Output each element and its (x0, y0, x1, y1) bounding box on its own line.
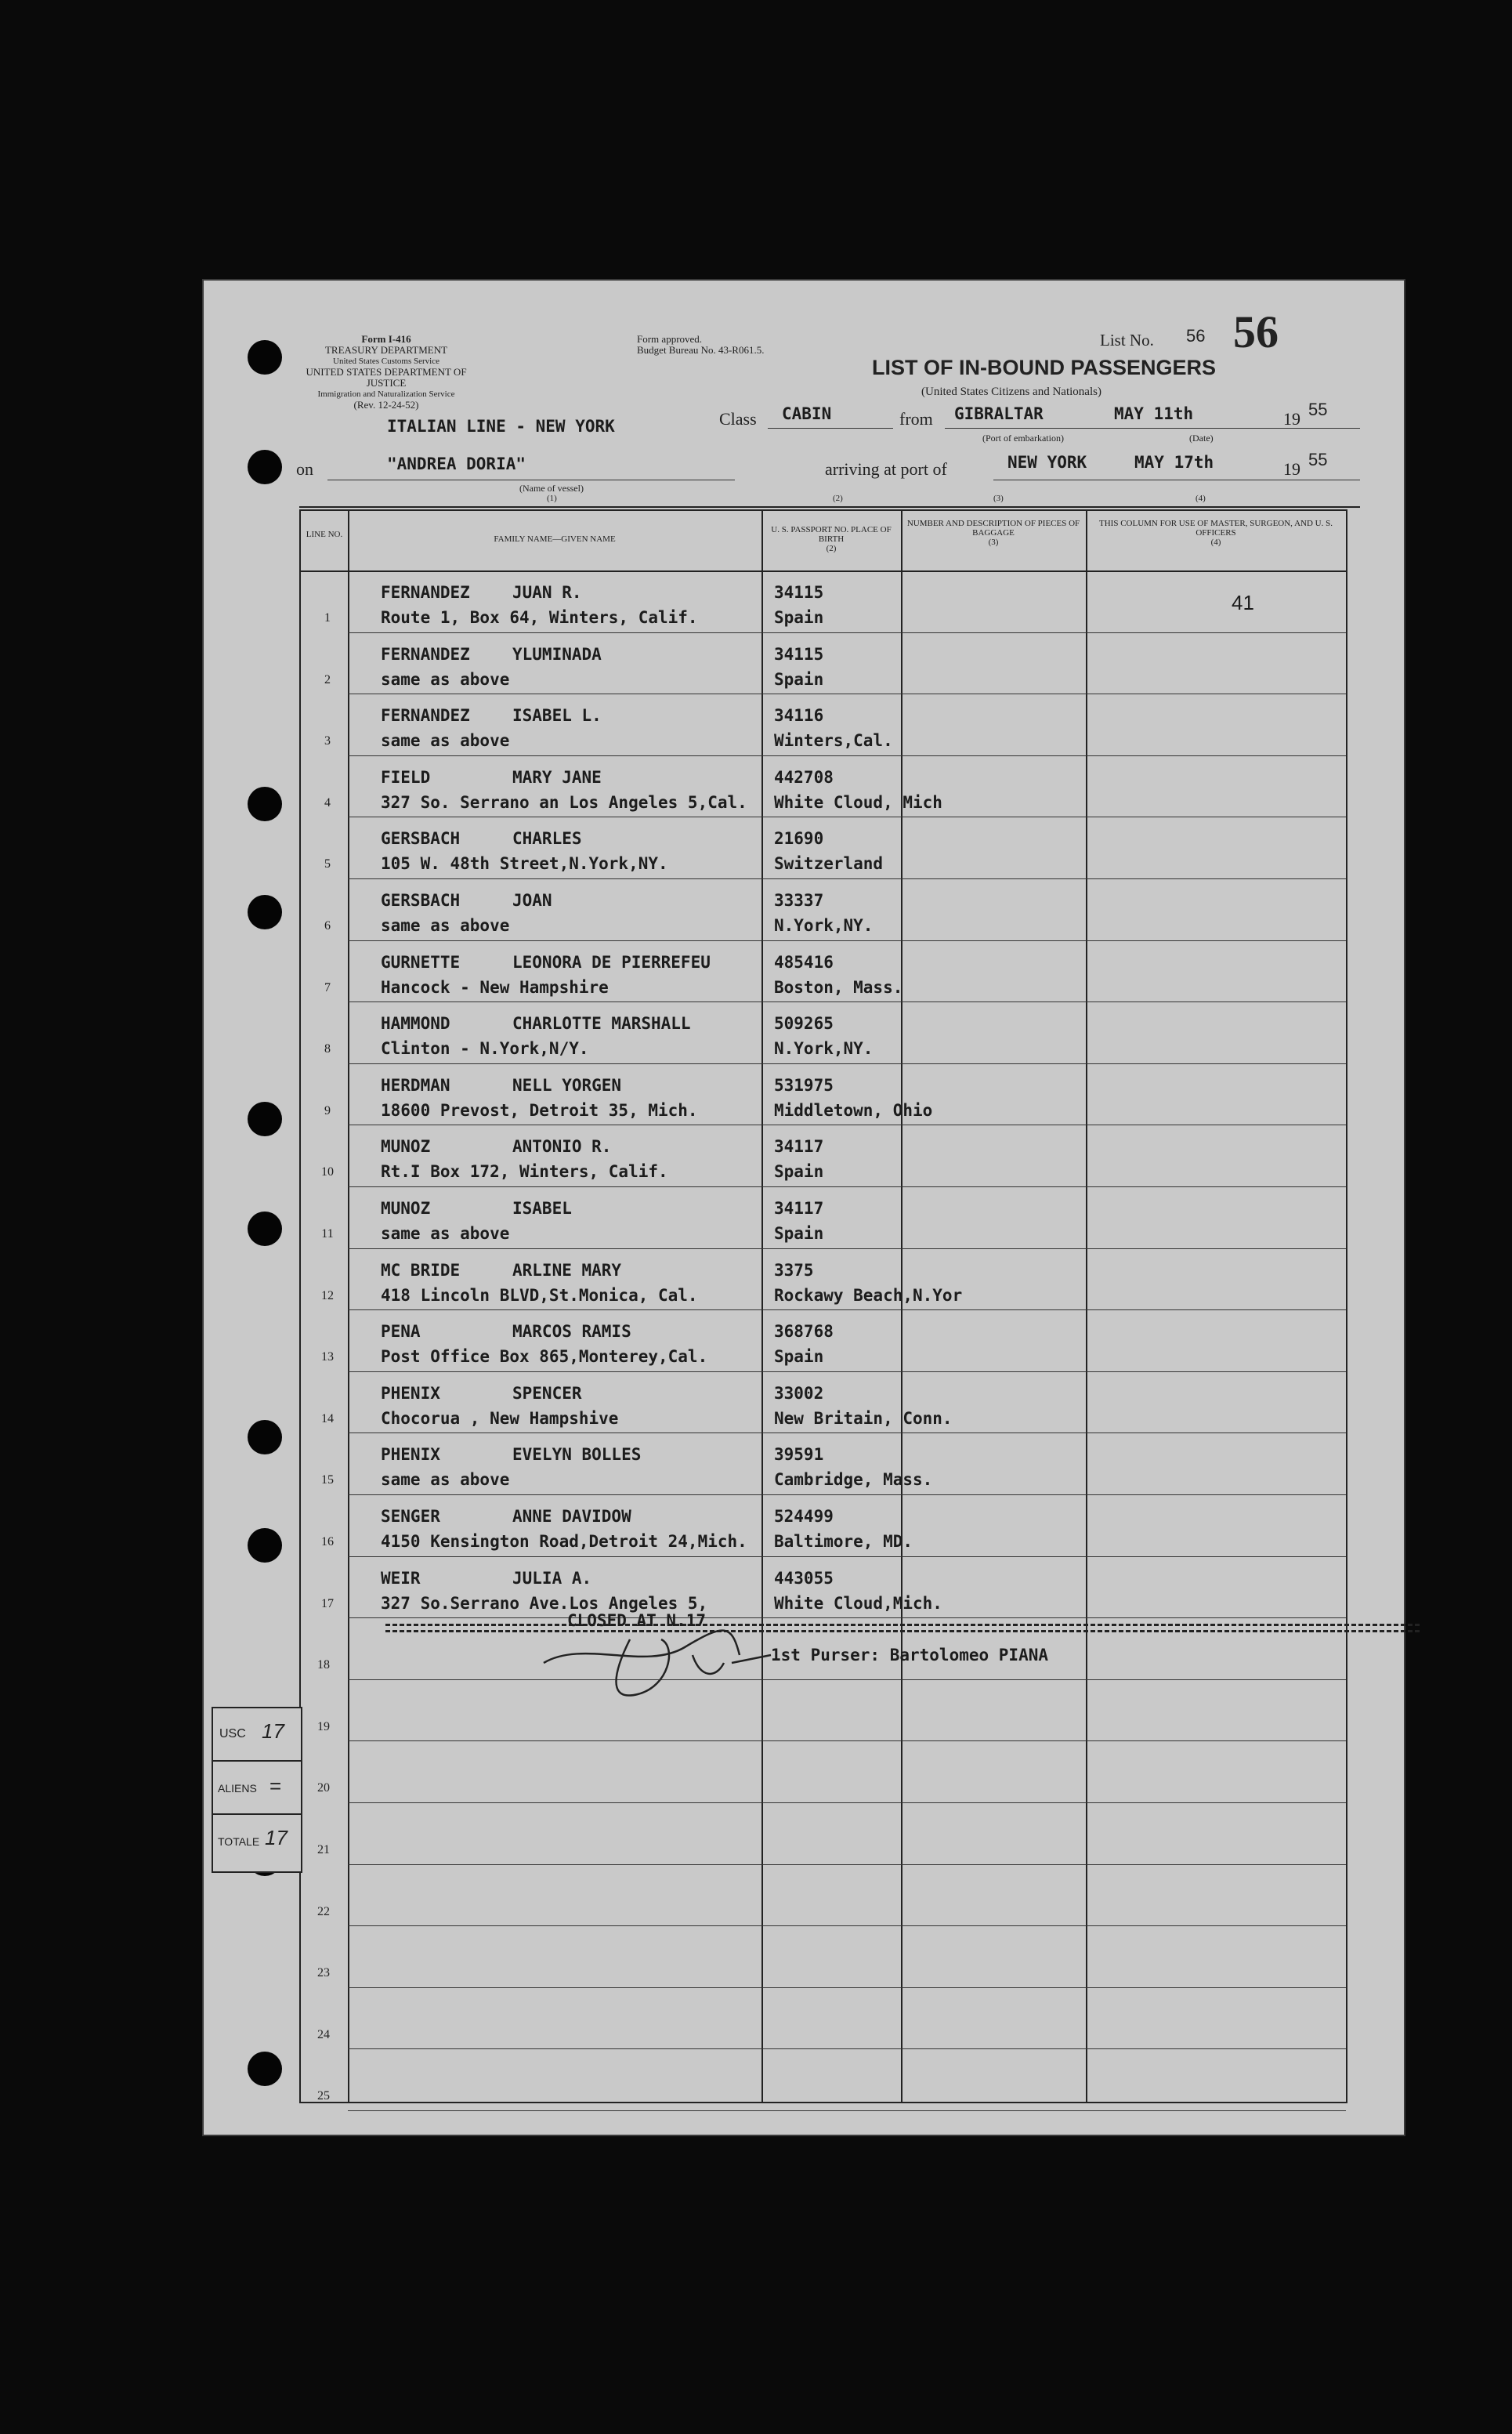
col-officers-num: (4) (1210, 538, 1221, 547)
family-name: WEIR (381, 1568, 421, 1588)
given-name: SPENCER (512, 1383, 582, 1403)
arrival-date: MAY 17th (1134, 453, 1214, 472)
col-passport (763, 525, 899, 553)
form-number: Form I-416 (361, 333, 411, 345)
row-rule (348, 1371, 1346, 1372)
tally-total (212, 1813, 302, 1873)
tally-usc (212, 1707, 302, 1766)
row-line-number: 12 (321, 1288, 334, 1302)
passport-number: 531975 (774, 1075, 834, 1095)
punch-hole-icon (248, 1212, 282, 1246)
passport-number: 34116 (774, 706, 824, 726)
col-officers-label: THIS COLUMN FOR USE OF MASTER, SURGEON, AND U. S. OFFICERS (1099, 519, 1333, 538)
arrival-year: 55 (1308, 450, 1328, 469)
row-line-number: 4 (324, 795, 331, 810)
row-rule (348, 1063, 1346, 1064)
address: Clinton - N.York,N/Y. (381, 1039, 589, 1059)
row-rule (348, 2110, 1346, 2111)
address: same as above (381, 916, 510, 935)
given-name: ANTONIO R. (512, 1137, 612, 1157)
tally-total-label: TOTALE (218, 1835, 260, 1848)
passport-number: 34115 (774, 583, 824, 602)
col-divider (348, 511, 349, 2102)
punch-hole-icon (248, 895, 282, 929)
family-name: PHENIX (381, 1445, 440, 1465)
row-rule (348, 878, 1346, 879)
row-line-number: 20 (317, 1781, 330, 1795)
row-rule (348, 1186, 1346, 1187)
given-name: CHARLES (512, 829, 582, 849)
row-rule (348, 940, 1346, 941)
place-of-birth: N.York,NY. (774, 916, 874, 935)
col3-caption: (3) (993, 494, 1004, 503)
address: Chocorua , New Hampshive (381, 1408, 619, 1428)
family-name: FIELD (381, 767, 431, 787)
row-line-number: 5 (324, 857, 331, 871)
col-baggage-label: NUMBER AND DESCRIPTION OF PIECES OF BAGGAGE (906, 519, 1080, 538)
address: same as above (381, 731, 510, 751)
row-line-number: 11 (321, 1227, 334, 1241)
purser-signature-line: 1st Purser: Bartolomeo PIANA (771, 1646, 1049, 1664)
family-name: HERDMAN (381, 1075, 450, 1095)
port-embark-caption: (Port of embarkation) (982, 433, 1064, 444)
from-label: from (899, 409, 933, 429)
col2-caption: (2) (833, 494, 843, 503)
place-of-birth: White Cloud,Mich. (774, 1593, 942, 1613)
row-line-number: 16 (321, 1535, 334, 1548)
year-prefix: 19 (1283, 409, 1300, 429)
place-of-birth: White Cloud, Mich (774, 792, 942, 812)
row-line-number: 9 (324, 1103, 331, 1117)
passport-number: 21690 (774, 829, 824, 849)
given-name: ISABEL L. (512, 706, 602, 726)
row-rule (348, 1987, 1346, 1988)
family-name: PHENIX (381, 1383, 440, 1403)
passport-number: 368768 (774, 1322, 834, 1342)
given-name: LEONORA DE PIERREFEU (512, 952, 711, 972)
row-rule (348, 1802, 1346, 1803)
family-name: MUNOZ (381, 1137, 431, 1157)
given-name: ISABEL (512, 1199, 572, 1218)
given-name: YLUMINADA (512, 644, 602, 664)
embarkation-year: 55 (1308, 400, 1328, 419)
justice-dept: UNITED STATES DEPARTMENT OF JUSTICE (306, 366, 467, 389)
arriving-label: arriving at port of (825, 459, 947, 479)
row-rule (348, 2048, 1346, 2049)
arrival-year-prefix: 19 (1283, 459, 1300, 479)
row-rule (348, 632, 1346, 633)
passport-number: 443055 (774, 1568, 834, 1588)
list-no-handwritten: 56 (1186, 326, 1206, 346)
punch-hole-icon (248, 1528, 282, 1563)
punch-hole-icon (248, 1420, 282, 1454)
row-line-number: 14 (321, 1411, 334, 1425)
row-rule (348, 1679, 1346, 1680)
punch-hole-icon (248, 450, 282, 484)
row-rule (348, 1925, 1346, 1926)
given-name: NELL YORGEN (512, 1075, 622, 1095)
passport-number: 34115 (774, 644, 824, 664)
list-no-label: List No. (1100, 331, 1154, 350)
row-line-number: 7 (324, 980, 331, 994)
family-name: MC BRIDE (381, 1260, 461, 1280)
row-rule (348, 755, 1346, 756)
punch-hole-icon (248, 787, 282, 821)
budget-bureau: Budget Bureau No. 43-R061.5. (637, 344, 765, 356)
row-line-number: 18 (317, 1658, 330, 1672)
col-baggage-num: (3) (988, 538, 999, 547)
place-of-birth: Winters,Cal. (774, 731, 893, 751)
row-rule (348, 1001, 1346, 1002)
date-caption: (Date) (1189, 433, 1214, 444)
given-name: ANNE DAVIDOW (512, 1507, 631, 1526)
place-of-birth: Boston, Mass. (774, 977, 903, 997)
given-name: JULIA A. (512, 1568, 592, 1588)
form-agency-block (288, 334, 484, 411)
shipping-line: ITALIAN LINE - NEW YORK (387, 417, 615, 436)
revision: (Rev. 12-24-52) (353, 399, 419, 411)
row-line-number: 13 (321, 1350, 334, 1364)
signature-scribble-icon (536, 1608, 787, 1710)
col-name: FAMILY NAME—GIVEN NAME (494, 534, 616, 544)
ins-service: Immigration and Naturalization Service (317, 389, 455, 399)
list-no-stamped: 56 (1233, 306, 1279, 357)
col-passport-num: (2) (826, 544, 837, 553)
tally-aliens-label: ALIENS (218, 1782, 257, 1795)
row-rule (348, 1309, 1346, 1310)
header-rule (299, 506, 1360, 508)
passport-number: 509265 (774, 1014, 834, 1034)
officer-note: 41 (1232, 591, 1254, 614)
place-of-birth: New Britain, Conn. (774, 1408, 953, 1428)
place-of-birth: Spain (774, 1224, 824, 1243)
address: Rt.I Box 172, Winters, Calif. (381, 1162, 668, 1182)
given-name: MARY JANE (512, 767, 602, 787)
col-baggage (902, 519, 1084, 547)
address: Route 1, Box 64, Winters, Calif. (381, 608, 698, 627)
family-name: PENA (381, 1322, 421, 1342)
col-line-no: LINE NO. (306, 530, 343, 539)
row-line-number: 3 (324, 734, 331, 748)
family-name: GURNETTE (381, 952, 461, 972)
address: 418 Lincoln BLVD,St.Monica, Cal. (381, 1285, 698, 1305)
passport-number: 3375 (774, 1260, 814, 1280)
family-name: GERSBACH (381, 829, 461, 849)
on-label: on (296, 459, 313, 479)
row-line-number: 25 (317, 2089, 330, 2103)
place-of-birth: Spain (774, 669, 824, 689)
col4-caption: (4) (1195, 494, 1206, 503)
col1-caption: (1) (547, 494, 557, 503)
place-of-birth: Spain (774, 608, 824, 627)
class-underline (768, 428, 893, 429)
class-value: CABIN (782, 404, 832, 423)
place-of-birth: N.York,NY. (774, 1039, 874, 1059)
address: 327 So.Serrano Ave.Los Angeles 5, (381, 1593, 708, 1613)
vessel-name: "ANDREA DORIA" (387, 455, 526, 473)
passport-number: 34117 (774, 1137, 824, 1157)
family-name: MUNOZ (381, 1199, 431, 1218)
col-divider (1086, 511, 1087, 2102)
row-line-number: 15 (321, 1473, 334, 1487)
punch-hole-icon (248, 1102, 282, 1136)
tally-total-value: 17 (265, 1826, 288, 1849)
given-name: CHARLOTTE MARSHALL (512, 1014, 691, 1034)
punch-hole-icon (248, 2052, 282, 2086)
address: Hancock - New Hampshire (381, 977, 609, 997)
address: same as above (381, 1470, 510, 1490)
given-name: ARLINE MARY (512, 1260, 622, 1280)
row-line-number: 10 (321, 1165, 334, 1179)
col-passport-label: U. S. PASSPORT NO. PLACE OF BIRTH (771, 525, 892, 544)
arrival-port: NEW YORK (1007, 453, 1087, 472)
passport-number: 442708 (774, 767, 834, 787)
class-label: Class (719, 409, 757, 429)
row-line-number: 2 (324, 672, 331, 686)
col-divider (901, 511, 902, 2102)
given-name: EVELYN BOLLES (512, 1445, 642, 1465)
place-of-birth: Spain (774, 1162, 824, 1182)
passport-number: 485416 (774, 952, 834, 972)
tally-usc-value: 17 (262, 1719, 284, 1743)
row-line-number: 8 (324, 1042, 331, 1056)
tally-usc-label: USC (219, 1727, 246, 1740)
address: same as above (381, 669, 510, 689)
family-name: FERNANDEZ (381, 583, 470, 602)
row-line-number: 6 (324, 919, 331, 933)
header-divider (301, 570, 1346, 572)
punch-hole-icon (248, 340, 282, 375)
address: same as above (381, 1224, 510, 1243)
passport-number: 33337 (774, 891, 824, 910)
given-name: JUAN R. (512, 583, 582, 602)
row-rule (348, 1617, 1346, 1618)
tally-aliens-value: = (269, 1774, 282, 1798)
row-rule (348, 1740, 1346, 1741)
place-of-birth: Cambridge, Mass. (774, 1470, 933, 1490)
col-divider (761, 511, 763, 2102)
family-name: SENGER (381, 1507, 440, 1526)
page-title: LIST OF IN-BOUND PASSENGERS (872, 356, 1217, 379)
passenger-table (299, 509, 1347, 2103)
passport-number: 524499 (774, 1507, 834, 1526)
tally-aliens (212, 1760, 302, 1820)
place-of-birth: Spain (774, 1347, 824, 1367)
row-line-number: 1 (324, 611, 331, 625)
row-rule (348, 1248, 1346, 1249)
row-line-number: 22 (317, 1904, 330, 1918)
row-rule (348, 1864, 1346, 1865)
family-name: HAMMOND (381, 1014, 450, 1034)
row-line-number: 19 (317, 1719, 330, 1733)
family-name: GERSBACH (381, 891, 461, 910)
vessel-caption: (Name of vessel) (519, 483, 584, 494)
address: 18600 Prevost, Detroit 35, Mich. (381, 1100, 698, 1120)
address: 327 So. Serrano an Los Angeles 5,Cal. (381, 792, 747, 812)
passport-number: 39591 (774, 1445, 824, 1465)
place-of-birth: Middletown, Ohio (774, 1100, 933, 1120)
place-of-birth: Baltimore, MD. (774, 1532, 913, 1551)
form-approved: Form approved. (637, 333, 703, 345)
address: Post Office Box 865,Monterey,Cal. (381, 1347, 708, 1367)
place-of-birth: Rockawy Beach,N.Yor (774, 1285, 963, 1305)
place-of-birth: Switzerland (774, 854, 884, 874)
row-line-number: 24 (317, 2027, 330, 2041)
row-line-number: 23 (317, 1966, 330, 1980)
address: 4150 Kensington Road,Detroit 24,Mich. (381, 1532, 747, 1551)
row-rule (348, 1494, 1346, 1495)
passport-number: 33002 (774, 1383, 824, 1403)
row-rule (348, 1556, 1346, 1557)
treasury-dept: TREASURY DEPARTMENT (324, 344, 448, 356)
customs-service: United States Customs Service (333, 357, 439, 366)
embarkation-date: MAY 11th (1114, 404, 1194, 423)
given-name: JOAN (512, 891, 552, 910)
family-name: FERNANDEZ (381, 706, 470, 726)
approval-block (637, 334, 841, 356)
family-name: FERNANDEZ (381, 644, 470, 664)
closing-text: CLOSED AT N.17 (567, 1611, 707, 1630)
given-name: MARCOS RAMIS (512, 1322, 631, 1342)
passport-number: 34117 (774, 1199, 824, 1218)
page-subtitle: (United States Citizens and Nationals) (921, 386, 1101, 398)
embarkation-port: GIBRALTAR (954, 404, 1044, 423)
row-line-number: 21 (317, 1843, 330, 1856)
row-line-number: 17 (321, 1596, 334, 1610)
col-officers (1087, 519, 1344, 547)
address: 105 W. 48th Street,N.York,NY. (381, 854, 668, 874)
